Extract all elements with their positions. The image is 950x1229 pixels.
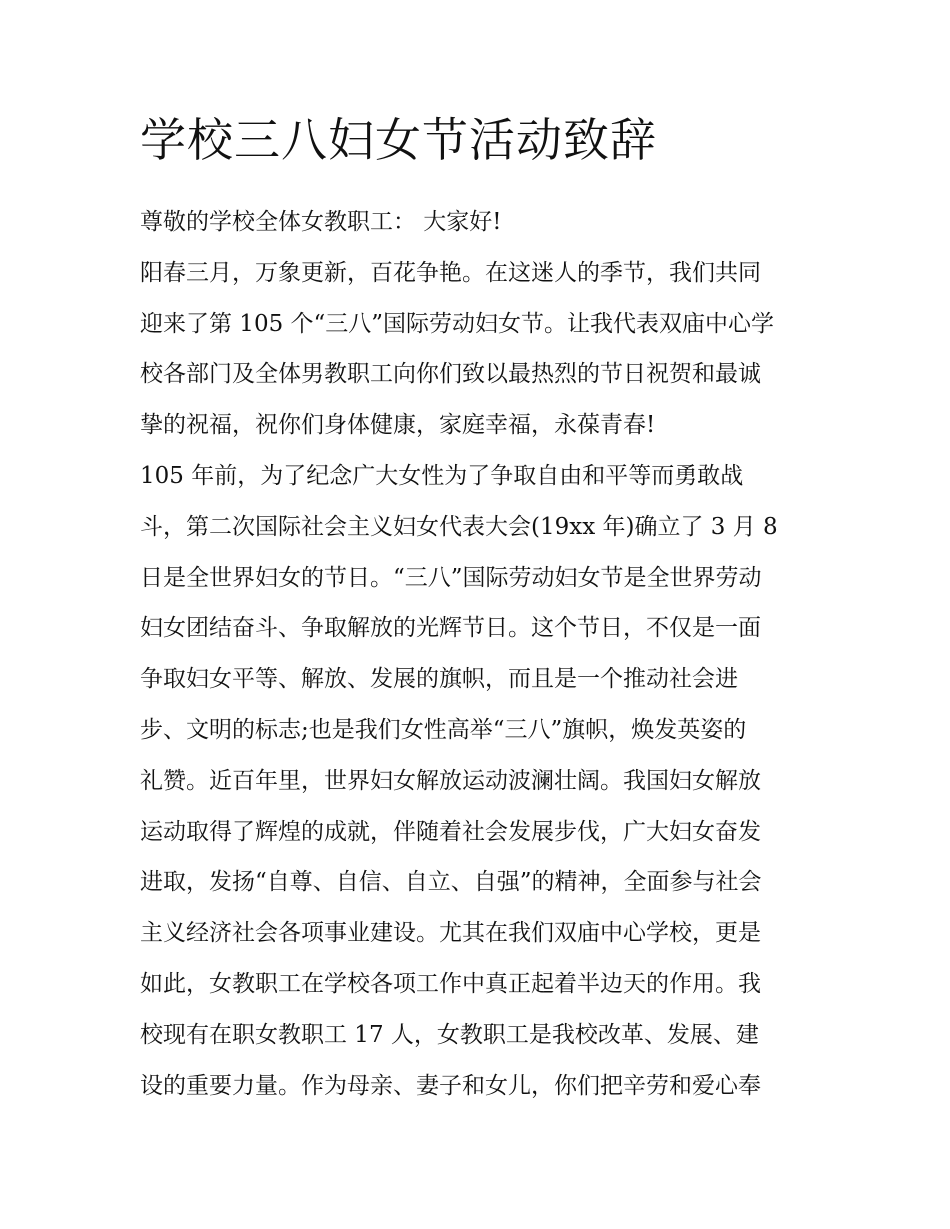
text-line: 如此，女教职工在学校各项工作中真正起着半边天的作用。我 bbox=[140, 970, 761, 997]
text-line: 礼赞。近百年里，世界妇女解放运动波澜壮阔。我国妇女解放 bbox=[140, 767, 761, 794]
text-line: 迎来了第 105 个“三八”国际劳动妇女节。让我代表双庙中心学 bbox=[140, 310, 775, 337]
text-line: 进取，发扬“自尊、自信、自立、自强”的精神，全面参与社会 bbox=[140, 869, 762, 896]
text-line: 日是全世界妇女的节日。“三八”国际劳动妇女节是全世界劳动 bbox=[140, 564, 762, 591]
document-body bbox=[140, 197, 820, 1111]
text-line: 设的重要力量。作为母亲、妻子和女儿，你们把辛劳和爱心奉 bbox=[140, 1072, 761, 1099]
text-line: 运动取得了辉煌的成就，伴随着社会发展步伐，广大妇女奋发 bbox=[140, 818, 761, 845]
text-line: 妇女团结奋斗、争取解放的光辉节日。这个节日，不仅是一面 bbox=[140, 615, 761, 642]
text-line: 主义经济社会各项事业建设。尤其在我们双庙中心学校，更是 bbox=[140, 920, 761, 947]
text-line: 步、文明的标志;也是我们女性高举“三八”旗帜，焕发英姿的 bbox=[140, 716, 747, 743]
text-line: 争取妇女平等、解放、发展的旗帜，而且是一个推动社会进 bbox=[140, 666, 738, 693]
text-line: 尊敬的学校全体女教职工： 大家好! bbox=[140, 209, 502, 235]
text-line: 挚的祝福，祝你们身体健康，家庭幸福，永葆青春! bbox=[140, 412, 656, 439]
text-line: 105 年前，为了纪念广大女性为了争取自由和平等而勇敢战 bbox=[140, 462, 744, 489]
text-line: 校各部门及全体男教职工向你们致以最热烈的节日祝贺和最诚 bbox=[140, 361, 761, 388]
text-line: 阳春三月，万象更新，百花争艳。在这迷人的季节，我们共同 bbox=[140, 259, 761, 286]
document-title: 学校三八妇女节活动致辞 bbox=[140, 113, 657, 167]
text-line: 校现有在职女教职工 17 人，女教职工是我校改革、发展、建 bbox=[140, 1021, 759, 1048]
text-line: 斗，第二次国际社会主义妇女代表大会(19xx 年)确立了 3 月 8 bbox=[140, 513, 778, 540]
